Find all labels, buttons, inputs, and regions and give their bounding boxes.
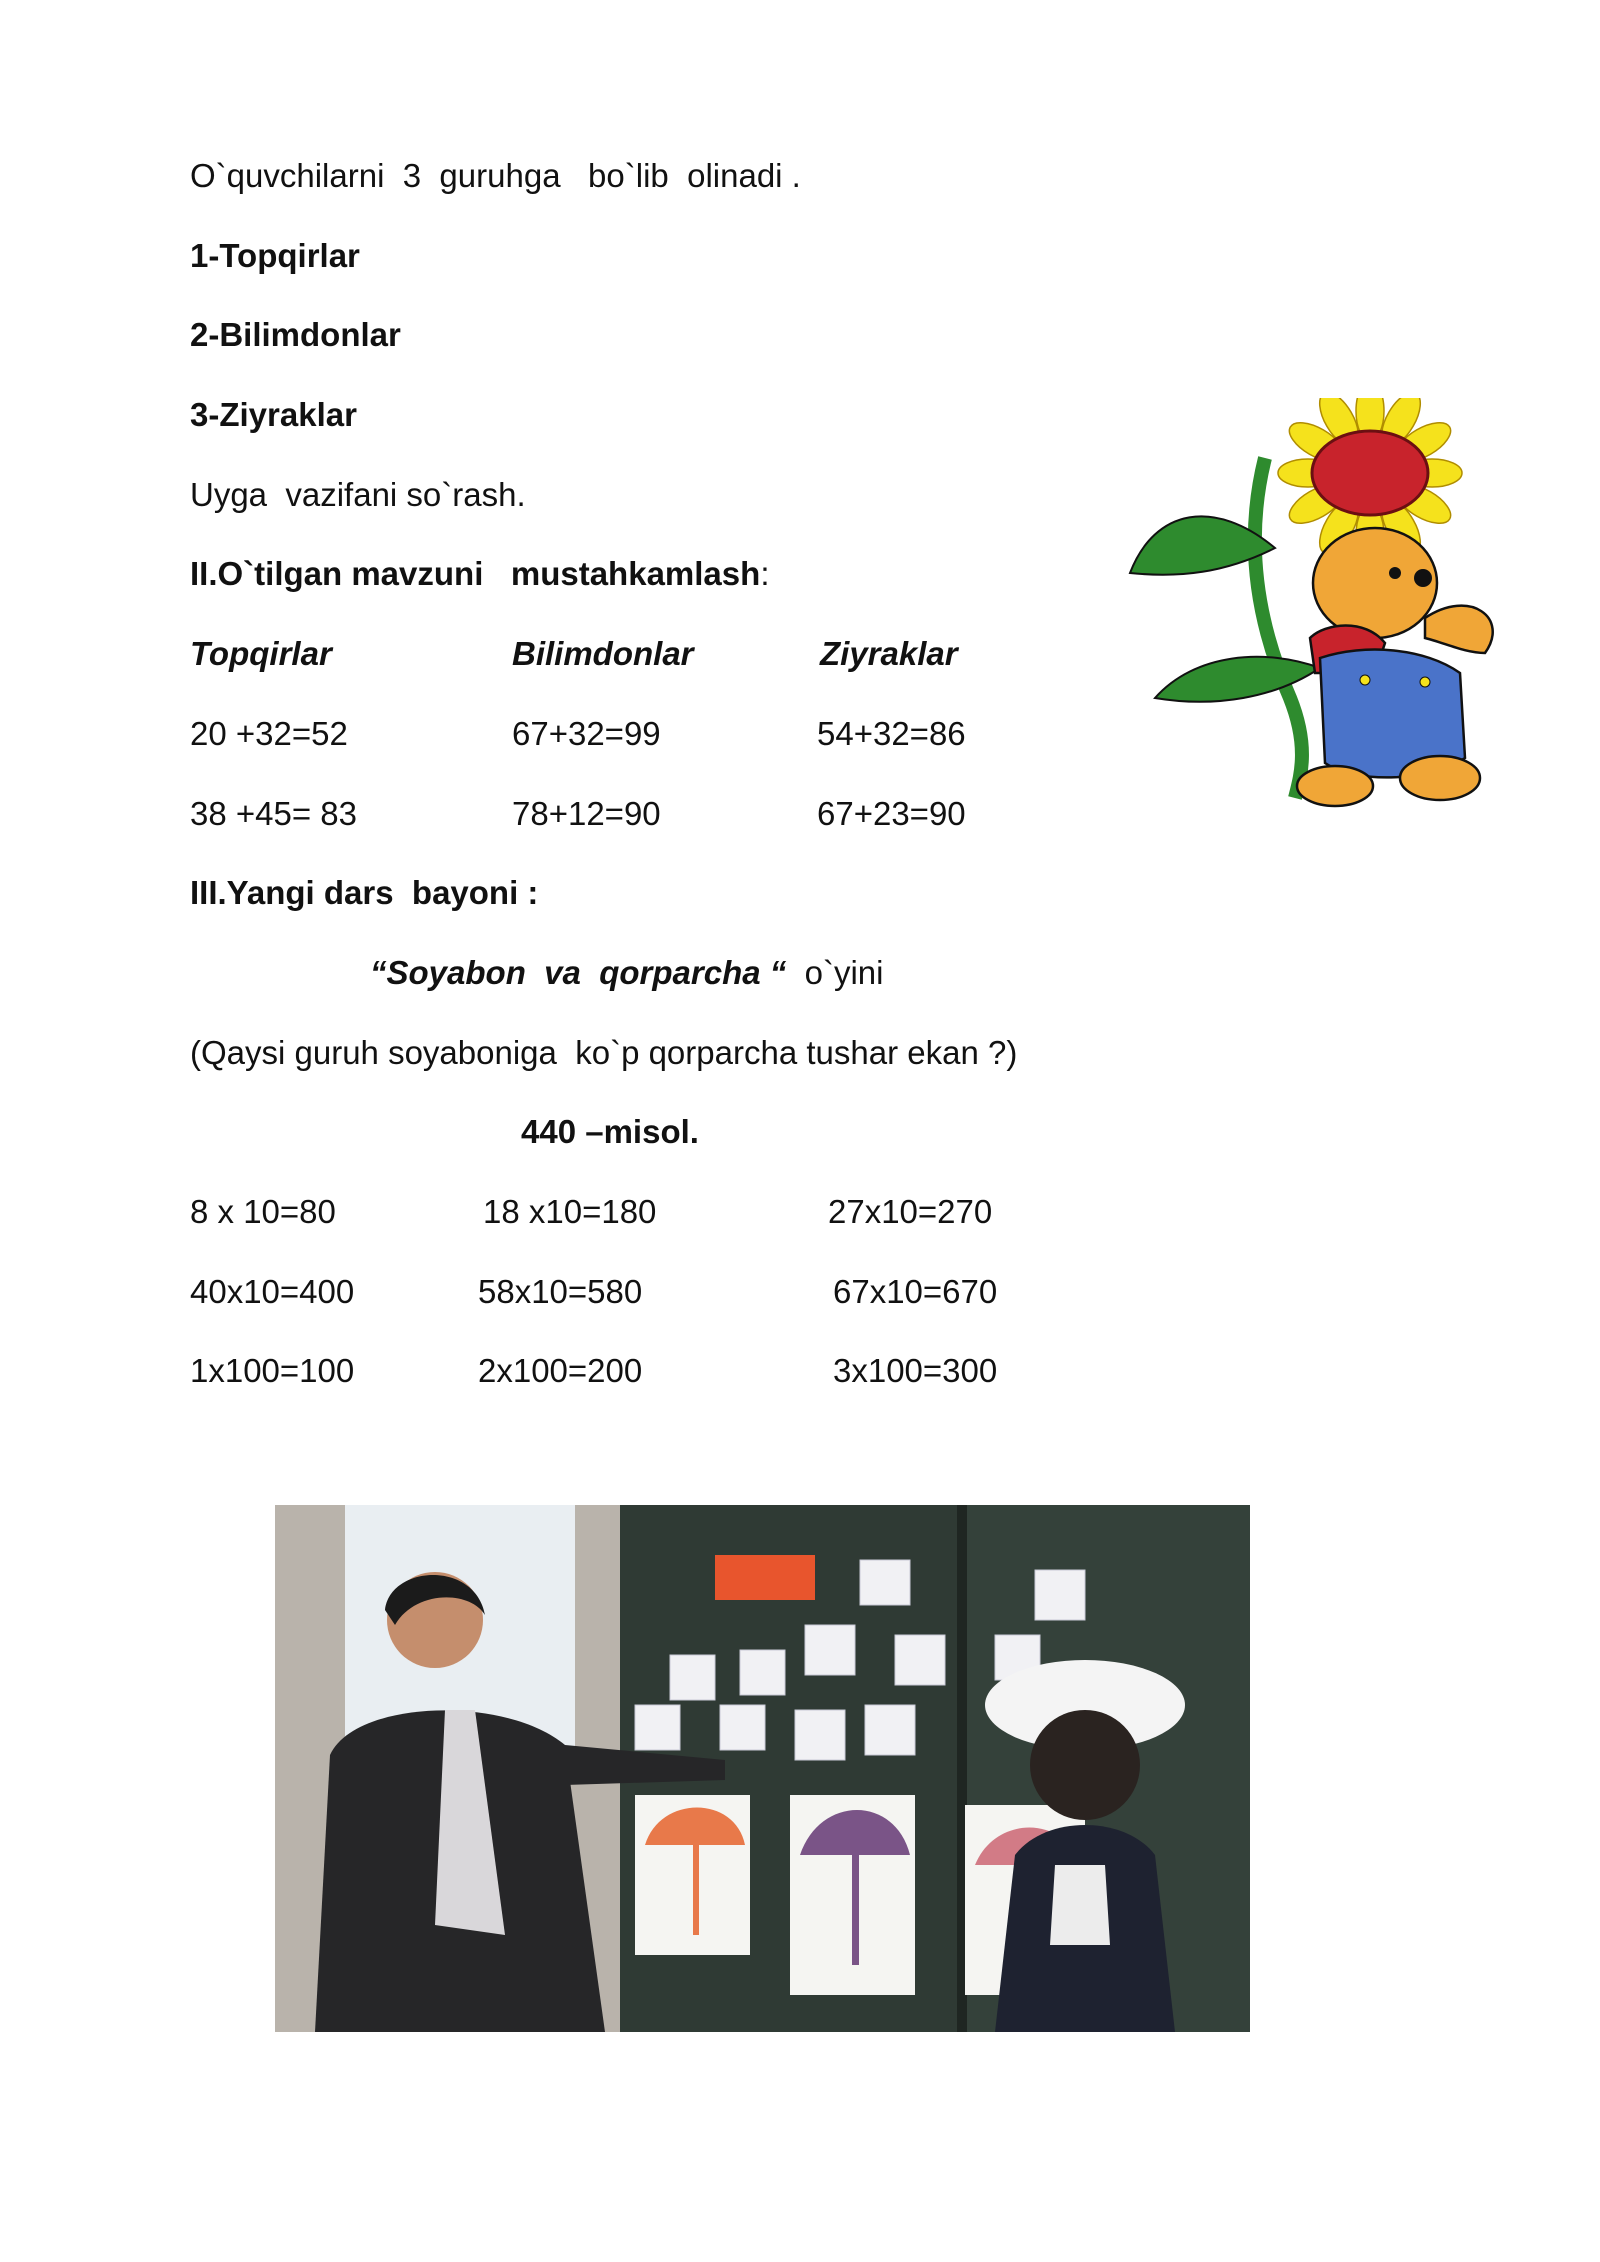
- table2-cell: 18 x10=180: [483, 1193, 657, 1230]
- group-bilimdonlar: 2-Bilimdonlar: [190, 316, 401, 353]
- game-title: “Soyabon va qorparcha “: [370, 954, 787, 991]
- table1-cell: 67+32=99: [512, 715, 661, 752]
- table1-cell: 20 +32=52: [190, 715, 348, 752]
- table2-cell: 8 x 10=80: [190, 1193, 336, 1230]
- game-question: (Qaysi guruh soyaboniga ko`p qorparcha tushar ekan ?): [190, 1034, 1018, 1071]
- table1-header-ziyraklar: Ziyraklar: [820, 635, 958, 672]
- homework-text: Uyga vazifani so`rash.: [190, 476, 526, 513]
- table2-cell: 40x10=400: [190, 1273, 355, 1310]
- bear-arm: [1425, 606, 1493, 653]
- table1-cell: 67+23=90: [817, 795, 966, 832]
- classroom-photo: [275, 1505, 1250, 2032]
- exercise-title: 440 –misol.: [521, 1113, 699, 1150]
- table1-cell: 38 +45= 83: [190, 795, 357, 832]
- table2-cell: 2x100=200: [478, 1352, 643, 1389]
- table1-cell: 78+12=90: [512, 795, 661, 832]
- table1-cell: 54+32=86: [817, 715, 966, 752]
- table2-cell: 1x100=100: [190, 1352, 355, 1389]
- section2-colon: :: [760, 555, 770, 592]
- table2-cell: 27x10=270: [828, 1193, 993, 1230]
- section2-heading: [190, 554, 769, 594]
- table1-header-bilimdonlar: Bilimdonlar: [512, 635, 694, 672]
- group-topqirlar: 1-Topqirlar: [190, 237, 360, 274]
- group-ziyraklar: 3-Ziyraklar: [190, 396, 357, 433]
- game-suffix: o`yini: [786, 954, 884, 991]
- bear-foot-right: [1400, 756, 1480, 800]
- section3-title: III.Yangi dars bayoni :: [190, 874, 539, 911]
- table2-cell: 67x10=670: [833, 1273, 998, 1310]
- table1-header-topqirlar: Topqirlar: [190, 635, 332, 672]
- bear-foot-left: [1297, 766, 1373, 806]
- intro-text: O`quvchilarni 3 guruhga bo`lib olinadi .: [190, 157, 801, 194]
- table2-cell: 3x100=300: [833, 1352, 998, 1389]
- section2-title: II.O`tilgan mavzuni mustahkamlash: [190, 555, 761, 592]
- bear-sunflower-illustration: [1125, 398, 1525, 818]
- table2-cell: 58x10=580: [478, 1273, 643, 1310]
- game-title-line: [370, 953, 883, 993]
